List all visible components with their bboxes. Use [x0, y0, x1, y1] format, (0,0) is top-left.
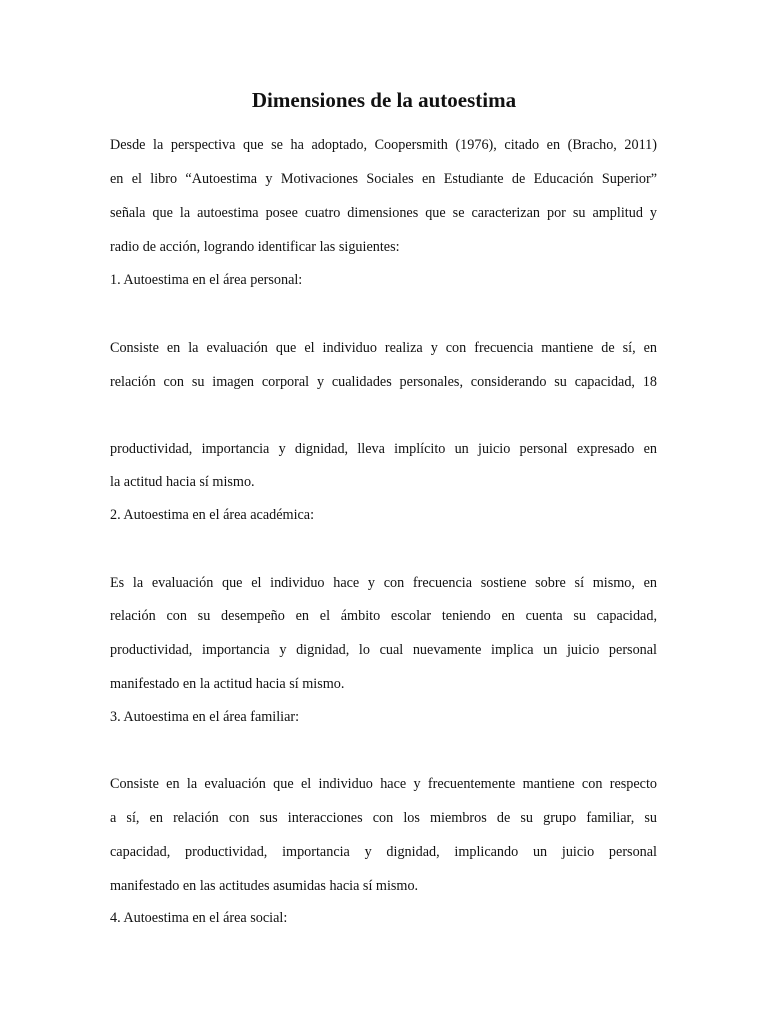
section-heading-academic: 2. Autoestima en el área académica: — [110, 507, 315, 523]
section-family-line-2: a sí, en relación con sus interacciones con los miembros de su grupo familiar, su — [110, 810, 657, 826]
section-personal-line-3: productividad, importancia y dignidad, lleva implícito un juicio personal expresado en — [110, 441, 657, 457]
section-personal-line-1: Consiste en la evaluación que el individuo realiza y con frecuencia mantiene de sí, en — [110, 340, 657, 356]
intro-line-3: señala que la autoestima posee cuatro dimensiones que se caracterizan por su amplitud y — [110, 205, 657, 221]
section-family-line-3: capacidad, productividad, importancia y dignidad, implicando un juicio personal — [110, 844, 657, 860]
intro-line-1: Desde la perspectiva que se ha adoptado, Coopersmith (1976), citado en (Bracho, 2011) — [110, 137, 657, 153]
section-family-line-1: Consiste en la evaluación que el individuo hace y frecuentemente mantiene con respecto — [110, 776, 657, 792]
section-academic-line-1: Es la evaluación que el individuo hace y con frecuencia sostiene sobre sí mismo, en — [110, 575, 657, 591]
section-heading-social: 4. Autoestima en el área social: — [110, 910, 288, 926]
page-title: Dimensiones de la autoestima — [251, 88, 517, 112]
section-family-line-4: manifestado en las actitudes asumidas hacia sí mismo. — [110, 878, 419, 894]
section-personal-line-2: relación con su imagen corporal y cualidades personales, considerando su capacidad, 18 — [110, 374, 657, 390]
section-personal-line-4: la actitud hacia sí mismo. — [110, 474, 255, 490]
section-academic-line-3: productividad, importancia y dignidad, lo cual nuevamente implica un juicio personal — [110, 642, 657, 658]
section-academic-line-4: manifestado en la actitud hacia sí mismo. — [110, 676, 345, 692]
section-heading-personal: 1. Autoestima en el área personal: — [110, 272, 303, 288]
intro-line-2: en el libro “Autoestima y Motivaciones Sociales en Estudiante de Educación Superior” — [110, 171, 657, 187]
section-heading-family: 3. Autoestima en el área familiar: — [110, 709, 300, 725]
section-academic-line-2: relación con su desempeño en el ámbito escolar teniendo en cuenta su capacidad, — [110, 608, 657, 624]
intro-line-4: radio de acción, logrando identificar las siguientes: — [110, 239, 400, 255]
